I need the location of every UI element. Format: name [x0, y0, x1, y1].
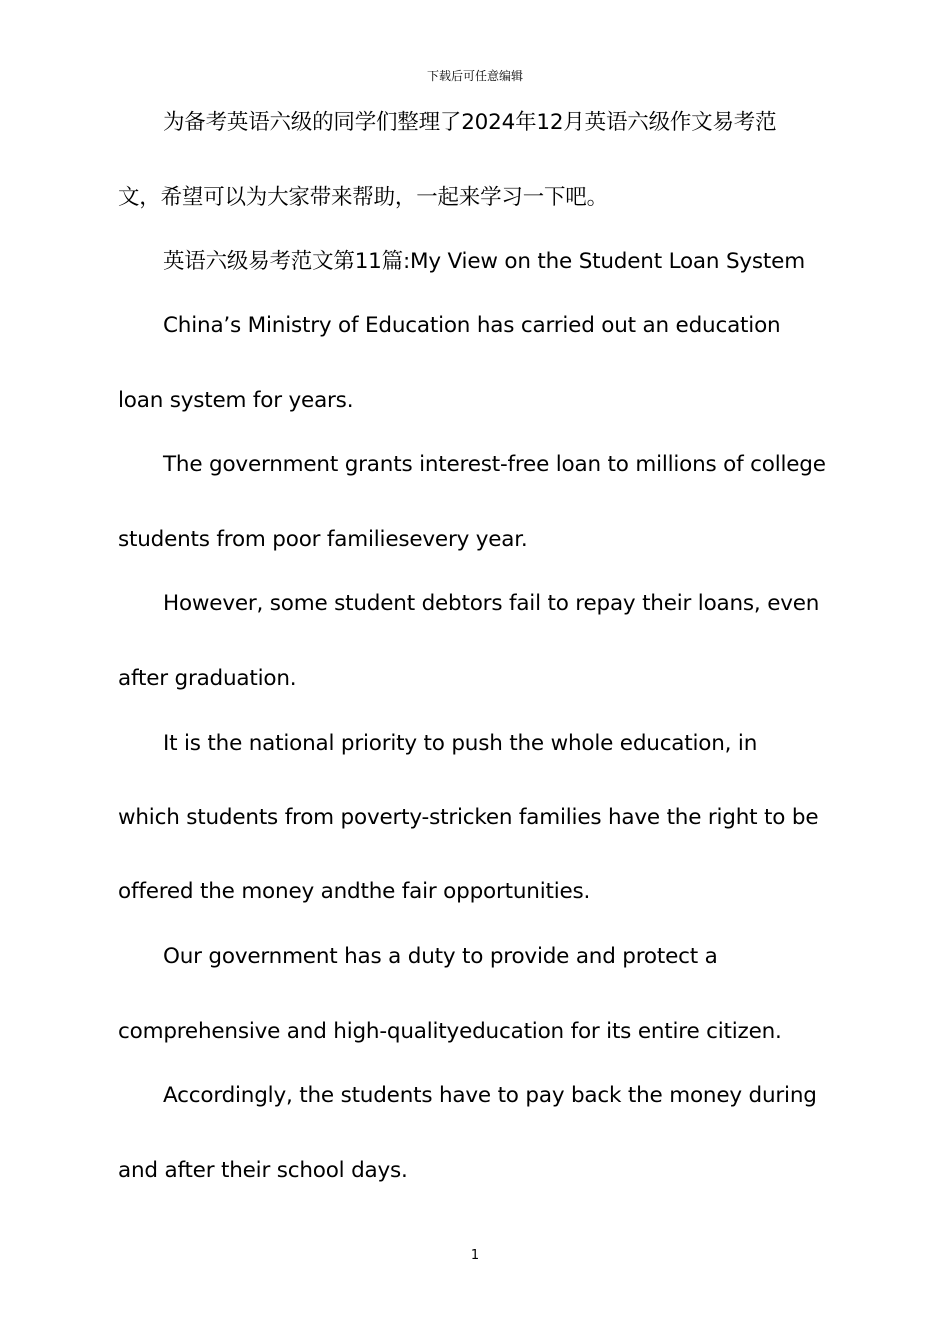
paragraph-2-line-2: students from poor familiesevery year. — [118, 527, 528, 552]
paragraph-1-line-1: China’s Ministry of Education has carried out an education — [163, 313, 781, 338]
paragraph-4-line-2: which students from poverty-stricken families have the right to be — [118, 805, 819, 830]
paragraph-6-line-2: and after their school days. — [118, 1158, 408, 1183]
paragraph-1-line-2: loan system for years. — [118, 388, 354, 413]
page-header-note: 下载后可任意编辑 — [426, 69, 523, 83]
paragraph-3-line-1: However, some student debtors fail to repay their loans, even — [163, 591, 820, 616]
paragraph-2-line-1: The government grants interest-free loan to millions of college — [163, 452, 826, 477]
paragraph-4-line-3: offered the money andthe fair opportunities. — [118, 879, 591, 904]
paragraph-3-line-2: after graduation. — [118, 666, 297, 691]
page-number: 1 — [470, 1248, 480, 1263]
paragraph-4-line-1: It is the national priority to push the whole education, in — [163, 731, 758, 756]
intro-line-1: 为备考英语六级的同学们整理了2024年12月英语六级作文易考范 — [163, 110, 777, 135]
essay-title: 英语六级易考范文第11篇:My View on the Student Loan System — [163, 249, 805, 274]
paragraph-5-line-2: comprehensive and high-qualityeducation for its entire citizen. — [118, 1019, 782, 1044]
intro-line-2: 文，希望可以为大家带来帮助，一起来学习一下吧。 — [118, 185, 608, 210]
paragraph-6-line-1: Accordingly, the students have to pay back the money during — [163, 1083, 817, 1108]
paragraph-5-line-1: Our government has a duty to provide and protect a — [163, 944, 718, 969]
